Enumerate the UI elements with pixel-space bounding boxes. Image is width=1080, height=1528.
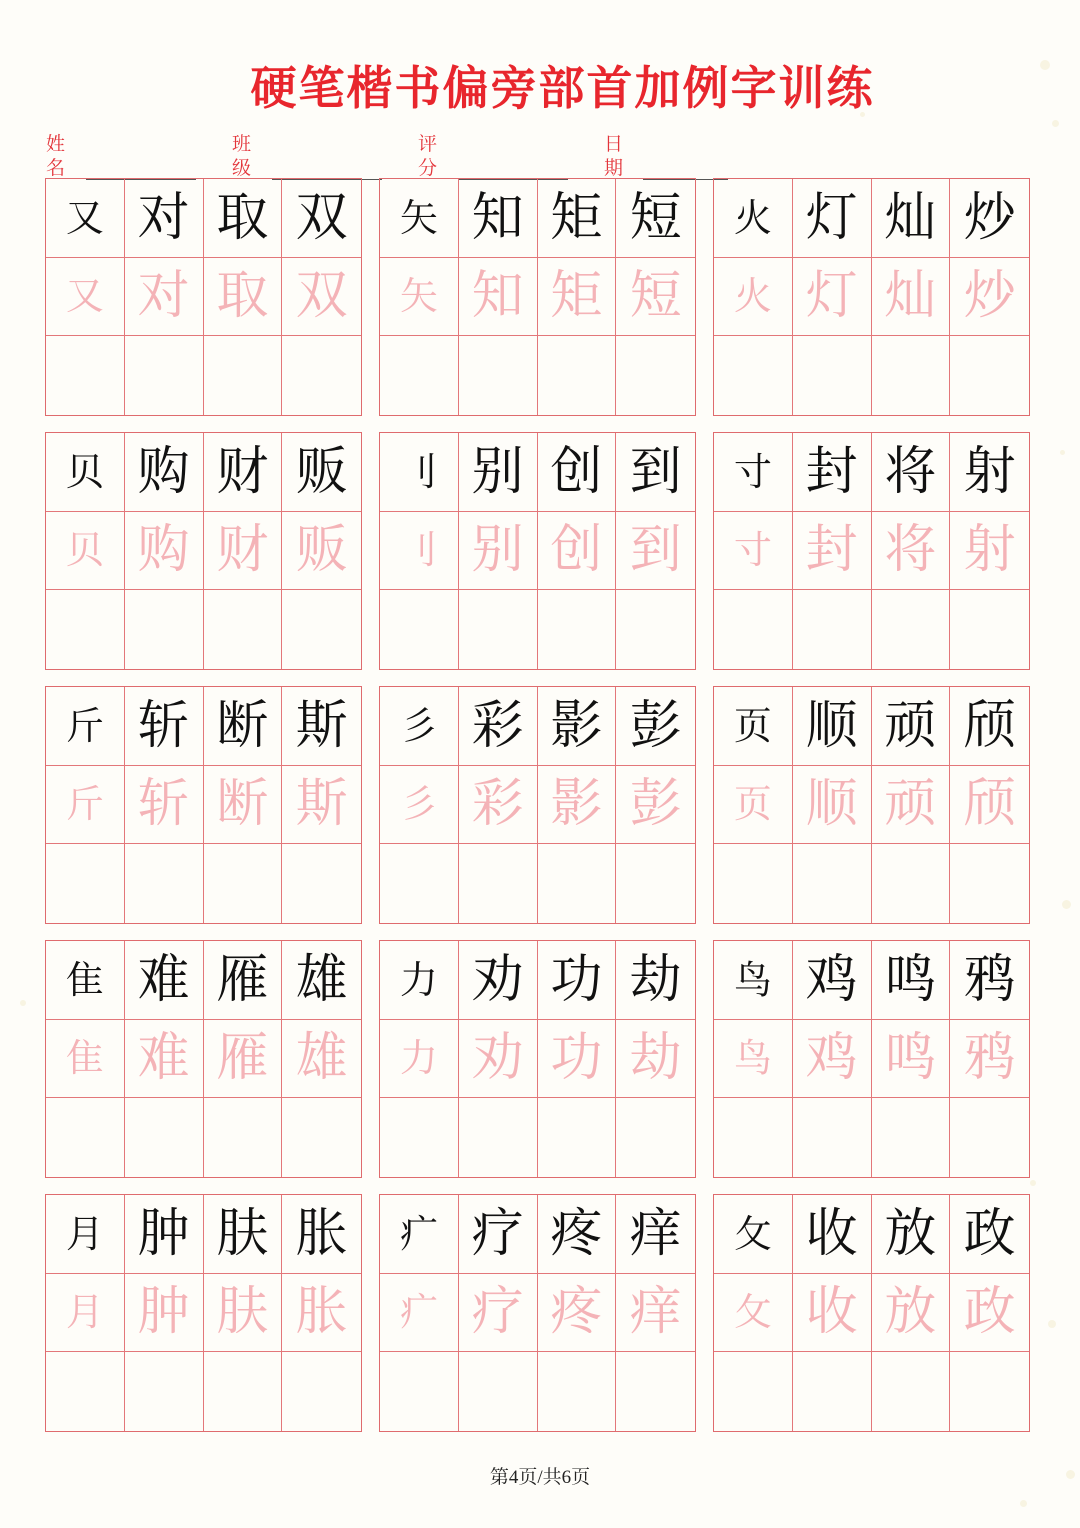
writing-cell[interactable] [125,1352,204,1431]
trace-radical[interactable]: 隹 [46,1020,125,1099]
practice-block [379,432,696,670]
trace-character[interactable]: 斯 [282,766,361,845]
model-character: 灯 [793,179,872,258]
writing-cell[interactable] [714,1098,793,1177]
trace-character[interactable]: 政 [950,1274,1029,1353]
writing-cell[interactable] [46,590,125,669]
name-blank-line[interactable] [86,157,196,180]
writing-cell[interactable] [872,1352,951,1431]
class-label: 班级 [232,133,255,179]
model-character: 矩 [538,179,617,258]
practice-block [379,686,696,924]
writing-cell[interactable] [459,590,538,669]
trace-character[interactable]: 知 [459,258,538,337]
trace-radical[interactable]: 斤 [46,766,125,845]
date-label: 日期 [604,133,627,179]
trace-character[interactable]: 灿 [872,258,951,337]
practice-block [45,432,362,670]
model-radical: 矢 [380,179,459,258]
practice-block [379,1194,696,1432]
model-character: 炒 [950,179,1029,258]
paper-speckle [20,1000,26,1006]
writing-cell[interactable] [46,844,125,923]
trace-character[interactable]: 颀 [950,766,1029,845]
writing-cell[interactable] [950,590,1029,669]
trace-radical[interactable]: 鸟 [714,1020,793,1099]
writing-cell[interactable] [538,1352,617,1431]
trace-character[interactable]: 将 [872,512,951,591]
model-radical: 刂 [380,433,459,512]
trace-character[interactable]: 鸣 [872,1020,951,1099]
class-blank-line[interactable] [272,157,382,180]
paper-speckle [1062,900,1071,909]
model-character: 彭 [616,687,695,766]
model-character: 封 [793,433,872,512]
writing-cell[interactable] [380,1352,459,1431]
trace-character[interactable]: 断 [204,766,283,845]
writing-cell[interactable] [616,590,695,669]
model-character: 疗 [459,1195,538,1274]
practice-block [379,178,696,416]
writing-cell[interactable] [204,590,283,669]
practice-block [713,1194,1030,1432]
writing-cell[interactable] [46,336,125,415]
model-character: 功 [538,941,617,1020]
paper-speckle [1048,1320,1056,1328]
date-field[interactable] [604,132,728,180]
model-radical: 寸 [714,433,793,512]
model-radical: 又 [46,179,125,258]
writing-cell[interactable] [950,1098,1029,1177]
model-character: 斩 [125,687,204,766]
model-radical: 鸟 [714,941,793,1020]
model-character: 创 [538,433,617,512]
model-character: 顽 [872,687,951,766]
writing-cell[interactable] [872,1098,951,1177]
name-field[interactable] [46,132,196,180]
trace-character[interactable]: 对 [125,258,204,337]
trace-radical[interactable]: 疒 [380,1274,459,1353]
trace-character[interactable]: 彭 [616,766,695,845]
model-radical: 页 [714,687,793,766]
writing-cell[interactable] [380,844,459,923]
writing-cell[interactable] [793,590,872,669]
trace-character[interactable]: 痒 [616,1274,695,1353]
trace-character[interactable]: 收 [793,1274,872,1353]
trace-character[interactable]: 劫 [616,1020,695,1099]
score-field[interactable] [418,132,568,180]
model-character: 对 [125,179,204,258]
trace-radical[interactable]: 矢 [380,258,459,337]
writing-cell[interactable] [616,844,695,923]
trace-character[interactable]: 矩 [538,258,617,337]
model-character: 鸡 [793,941,872,1020]
trace-radical[interactable]: 彡 [380,766,459,845]
writing-cell[interactable] [204,1098,283,1177]
writing-cell[interactable] [380,1098,459,1177]
trace-radical[interactable]: 力 [380,1020,459,1099]
writing-cell[interactable] [282,1352,361,1431]
trace-character[interactable]: 购 [125,512,204,591]
model-character: 政 [950,1195,1029,1274]
name-label: 姓名 [46,133,69,179]
trace-character[interactable]: 劝 [459,1020,538,1099]
trace-character[interactable]: 顺 [793,766,872,845]
writing-cell[interactable] [872,844,951,923]
writing-cell[interactable] [714,1352,793,1431]
writing-cell[interactable] [950,1352,1029,1431]
paper-speckle [1052,120,1059,127]
writing-cell[interactable] [204,1352,283,1431]
trace-character[interactable]: 射 [950,512,1029,591]
model-radical: 月 [46,1195,125,1274]
trace-character[interactable]: 鸦 [950,1020,1029,1099]
model-character: 到 [616,433,695,512]
model-radical: 力 [380,941,459,1020]
trace-radical[interactable]: 攵 [714,1274,793,1353]
writing-cell[interactable] [380,336,459,415]
model-character: 胀 [282,1195,361,1274]
model-character: 痒 [616,1195,695,1274]
model-character: 颀 [950,687,1029,766]
writing-cell[interactable] [793,1352,872,1431]
score-label: 评分 [418,133,441,179]
trace-character[interactable]: 疗 [459,1274,538,1353]
trace-character[interactable]: 功 [538,1020,617,1099]
writing-cell[interactable] [616,1098,695,1177]
trace-radical[interactable]: 月 [46,1274,125,1353]
trace-character[interactable]: 放 [872,1274,951,1353]
trace-character[interactable]: 顽 [872,766,951,845]
model-character: 疼 [538,1195,617,1274]
writing-cell[interactable] [380,590,459,669]
model-character: 彩 [459,687,538,766]
trace-character[interactable]: 双 [282,258,361,337]
writing-cell[interactable] [459,844,538,923]
model-character: 知 [459,179,538,258]
trace-character[interactable]: 短 [616,258,695,337]
model-character: 难 [125,941,204,1020]
date-blank-line[interactable] [643,157,728,180]
score-blank-line[interactable] [458,157,568,180]
writing-cell[interactable] [125,844,204,923]
model-character: 取 [204,179,283,258]
model-radical: 贝 [46,433,125,512]
trace-character[interactable]: 封 [793,512,872,591]
writing-cell[interactable] [125,336,204,415]
trace-character[interactable]: 斩 [125,766,204,845]
trace-character[interactable]: 肤 [204,1274,283,1353]
trace-character[interactable]: 影 [538,766,617,845]
writing-cell[interactable] [282,336,361,415]
paper-speckle [1030,1180,1036,1186]
model-character: 雁 [204,941,283,1020]
writing-cell[interactable] [950,336,1029,415]
model-character: 雄 [282,941,361,1020]
writing-cell[interactable] [538,590,617,669]
model-character: 财 [204,433,283,512]
trace-radical[interactable]: 又 [46,258,125,337]
page-title: 硬笔楷书偏旁部首加例字训练 [250,61,875,115]
writing-cell[interactable] [950,844,1029,923]
model-radical: 斤 [46,687,125,766]
page-number: 第4页/共6页 [489,1467,591,1488]
writing-cell[interactable] [538,336,617,415]
model-character: 灿 [872,179,951,258]
writing-cell[interactable] [459,1098,538,1177]
writing-cell[interactable] [282,590,361,669]
writing-cell[interactable] [793,336,872,415]
writing-cell[interactable] [714,336,793,415]
class-field[interactable] [232,132,382,180]
trace-character[interactable]: 取 [204,258,283,337]
trace-character[interactable]: 贩 [282,512,361,591]
model-character: 双 [282,179,361,258]
model-character: 影 [538,687,617,766]
trace-character[interactable]: 疼 [538,1274,617,1353]
trace-character[interactable]: 灯 [793,258,872,337]
practice-block [713,686,1030,924]
paper-speckle [1020,1500,1027,1507]
trace-radical[interactable]: 火 [714,258,793,337]
model-character: 放 [872,1195,951,1274]
writing-cell[interactable] [872,336,951,415]
model-character: 收 [793,1195,872,1274]
practice-block [45,940,362,1178]
paper-speckle [1060,450,1065,455]
writing-cell[interactable] [538,844,617,923]
practice-block [379,940,696,1178]
model-character: 鸦 [950,941,1029,1020]
model-character: 肿 [125,1195,204,1274]
trace-character[interactable]: 创 [538,512,617,591]
model-character: 鸣 [872,941,951,1020]
model-character: 劝 [459,941,538,1020]
writing-cell[interactable] [616,1352,695,1431]
model-radical: 疒 [380,1195,459,1274]
model-character: 斯 [282,687,361,766]
writing-cell[interactable] [46,1352,125,1431]
model-character: 射 [950,433,1029,512]
trace-character[interactable]: 胀 [282,1274,361,1353]
writing-cell[interactable] [282,844,361,923]
writing-cell[interactable] [125,590,204,669]
model-radical: 彡 [380,687,459,766]
writing-cell[interactable] [872,590,951,669]
writing-cell[interactable] [125,1098,204,1177]
model-character: 劫 [616,941,695,1020]
model-character: 将 [872,433,951,512]
practice-block [45,178,362,416]
trace-character[interactable]: 肿 [125,1274,204,1353]
writing-cell[interactable] [714,844,793,923]
trace-character[interactable]: 彩 [459,766,538,845]
model-radical: 火 [714,179,793,258]
model-character: 贩 [282,433,361,512]
trace-radical[interactable]: 页 [714,766,793,845]
practice-block [45,686,362,924]
trace-character[interactable]: 到 [616,512,695,591]
writing-cell[interactable] [46,1098,125,1177]
model-character: 断 [204,687,283,766]
writing-cell[interactable] [459,1352,538,1431]
practice-block [713,432,1030,670]
writing-cell[interactable] [282,1098,361,1177]
trace-radical[interactable]: 寸 [714,512,793,591]
writing-cell[interactable] [459,336,538,415]
model-radical: 攵 [714,1195,793,1274]
practice-block [713,940,1030,1178]
trace-character[interactable]: 雁 [204,1020,283,1099]
writing-cell[interactable] [616,336,695,415]
writing-cell[interactable] [204,844,283,923]
trace-character[interactable]: 鸡 [793,1020,872,1099]
trace-character[interactable]: 炒 [950,258,1029,337]
writing-cell[interactable] [204,336,283,415]
model-character: 肤 [204,1195,283,1274]
trace-radical[interactable]: 贝 [46,512,125,591]
writing-cell[interactable] [793,844,872,923]
writing-cell[interactable] [714,590,793,669]
trace-character[interactable]: 难 [125,1020,204,1099]
model-character: 购 [125,433,204,512]
writing-cell[interactable] [793,1098,872,1177]
model-radical: 隹 [46,941,125,1020]
practice-block [713,178,1030,416]
trace-radical[interactable]: 刂 [380,512,459,591]
trace-character[interactable]: 别 [459,512,538,591]
model-character: 顺 [793,687,872,766]
model-character: 别 [459,433,538,512]
model-character: 短 [616,179,695,258]
trace-character[interactable]: 雄 [282,1020,361,1099]
trace-character[interactable]: 财 [204,512,283,591]
practice-block [45,1194,362,1432]
writing-cell[interactable] [538,1098,617,1177]
